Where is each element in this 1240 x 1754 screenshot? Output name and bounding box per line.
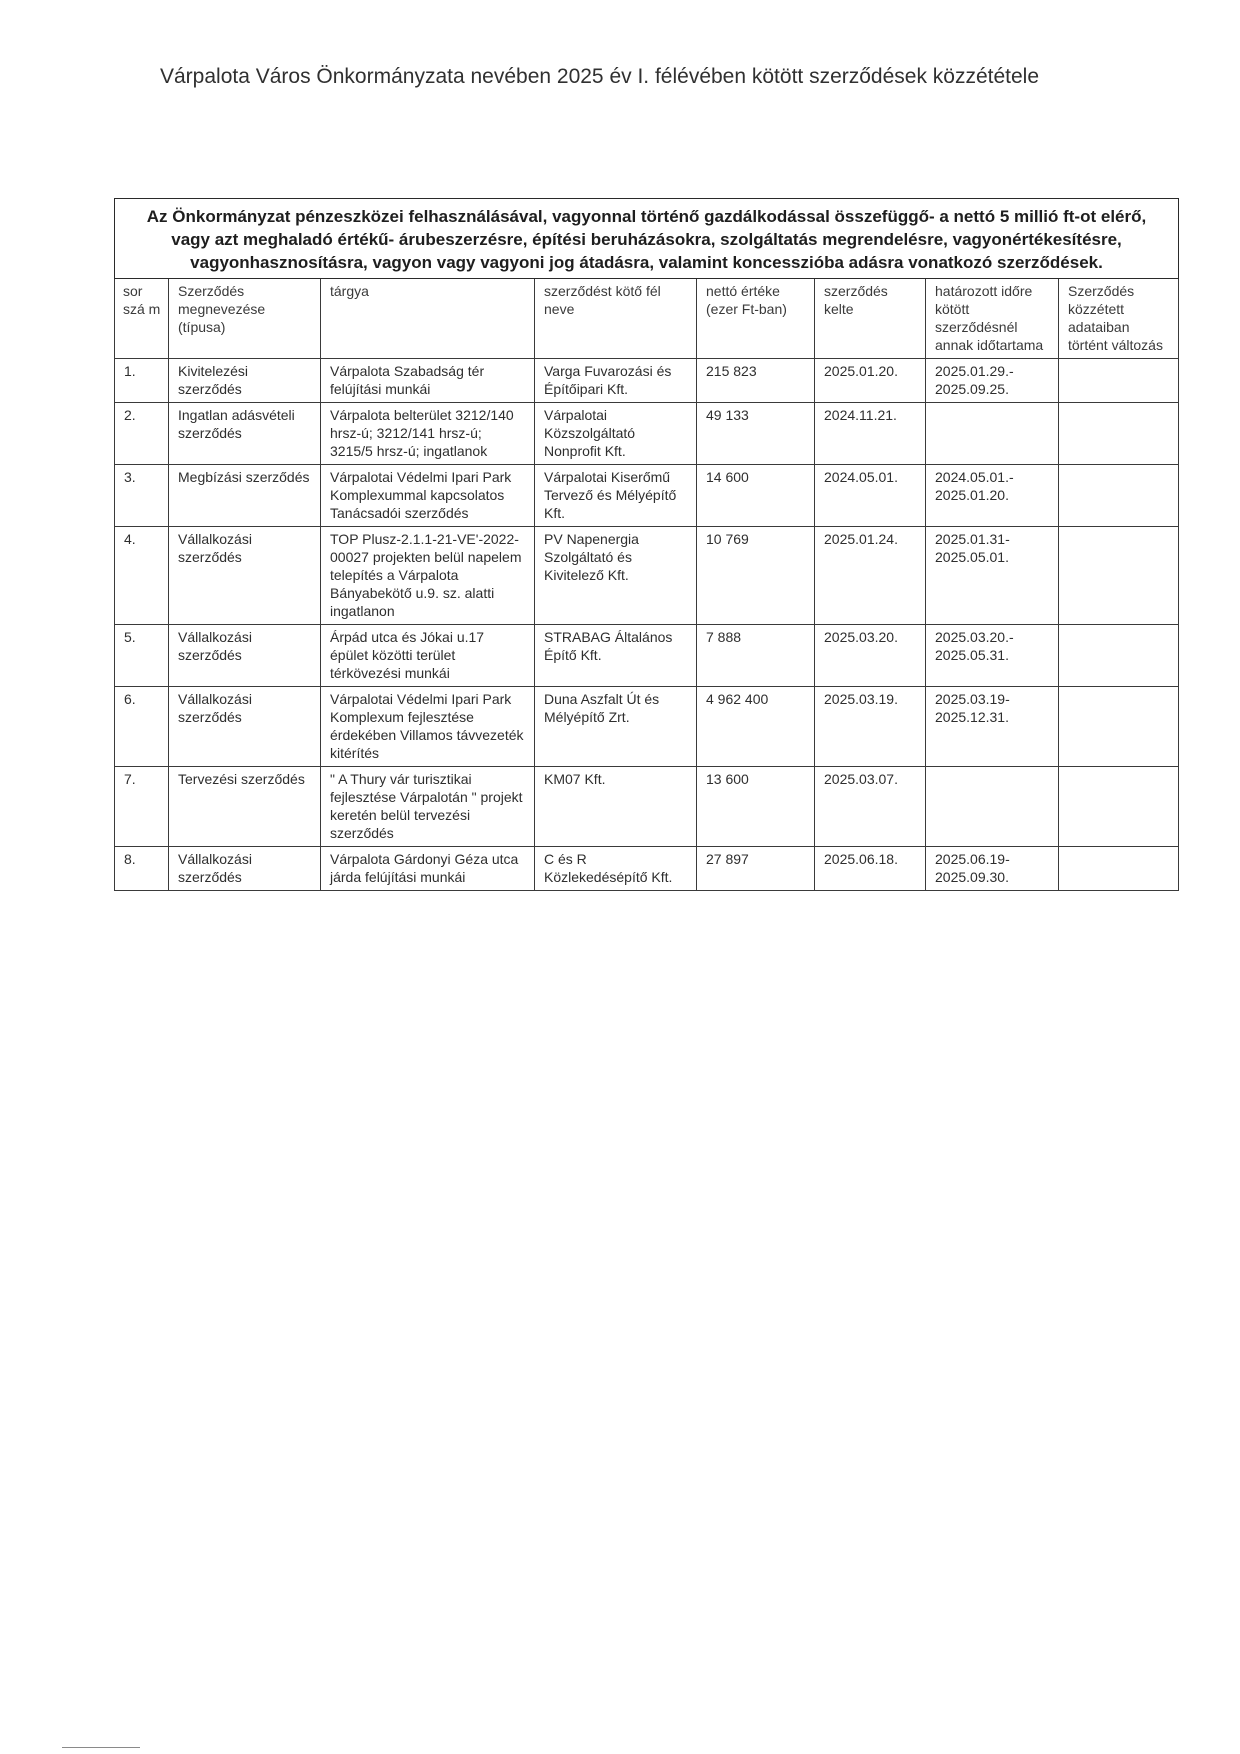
table-row: [115, 767, 1179, 847]
cell-fel: PV Napenergia Szolgáltató és Kivitelező Kft.: [535, 527, 697, 625]
cell-netto: 10 769: [697, 527, 815, 625]
table-row: [115, 403, 1179, 465]
cell-valtozas: [1059, 767, 1179, 847]
cell-netto: 27 897: [697, 847, 815, 891]
idotartam-start: 2025.06.19-: [935, 851, 1010, 867]
cell-valtozas: [1059, 527, 1179, 625]
cell-fel: KM07 Kft.: [535, 767, 697, 847]
cell-netto: 7 888: [697, 625, 815, 687]
cell-targy: Várpalota Szabadság tér felújítási munkái: [321, 359, 535, 403]
column-header-tipus: Szerződés megnevezése (típusa): [169, 279, 321, 359]
column-header-valtozas: Szerződés közzétett adataiban történt változás: [1059, 279, 1179, 359]
cell-valtozas: [1059, 847, 1179, 891]
contracts-table: [114, 198, 1179, 891]
column-header-idotartam: határozott időre kötött szerződésnél annak időtartama: [926, 279, 1059, 359]
cell-tipus: Ingatlan adásvételi szerződés: [169, 403, 321, 465]
idotartam-start: 2025.03.20.-: [935, 629, 1014, 645]
table-row: [115, 527, 1179, 625]
cell-sorszam: 4.: [115, 527, 169, 625]
cell-sorszam: 6.: [115, 687, 169, 767]
page-title: Várpalota Város Önkormányzata nevében 2025 év I. félévében kötött szerződések közzététele: [160, 65, 1040, 88]
cell-fel: STRABAG Általános Építő Kft.: [535, 625, 697, 687]
cell-kelte: 2025.03.20.: [815, 625, 926, 687]
idotartam-end: 2025.12.31.: [935, 709, 1009, 725]
contracts-table-container: [114, 198, 1178, 891]
cell-targy: Várpalota Gárdonyi Géza utca járda felújítási munkái: [321, 847, 535, 891]
table-row: [115, 687, 1179, 767]
idotartam-end: 2025.05.01.: [935, 549, 1009, 565]
cell-fel: Varga Fuvarozási és Építőipari Kft.: [535, 359, 697, 403]
cell-sorszam: 3.: [115, 465, 169, 527]
cell-netto: 14 600: [697, 465, 815, 527]
idotartam-start: 2025.03.19-: [935, 691, 1010, 707]
cell-idotartam: [926, 767, 1059, 847]
idotartam-end: 2025.09.25.: [935, 381, 1009, 397]
table-row: [115, 359, 1179, 403]
cell-sorszam: 1.: [115, 359, 169, 403]
cell-sorszam: 2.: [115, 403, 169, 465]
cell-tipus: Tervezési szerződés: [169, 767, 321, 847]
idotartam-start: 2025.01.29.-: [935, 363, 1014, 379]
idotartam-end: 2025.05.31.: [935, 647, 1009, 663]
column-header-kelte: szerződés kelte: [815, 279, 926, 359]
cell-netto: 4 962 400: [697, 687, 815, 767]
table-row: [115, 625, 1179, 687]
cell-kelte: 2025.03.19.: [815, 687, 926, 767]
table-row: [115, 847, 1179, 891]
cell-tipus: Vállalkozási szerződés: [169, 527, 321, 625]
cell-targy: Várpalotai Védelmi Ipari Park Komplexummal kapcsolatos Tanácsadói szerződés: [321, 465, 535, 527]
idotartam-start: 2024.05.01.-: [935, 469, 1014, 485]
cell-idotartam: [926, 403, 1059, 465]
cell-targy: Várpalotai Védelmi Ipari Park Komplexum fejlesztése érdekében Villamos távvezeték kitérítés: [321, 687, 535, 767]
column-header-row: [115, 279, 1179, 359]
cell-valtozas: [1059, 687, 1179, 767]
cell-sorszam: 7.: [115, 767, 169, 847]
cell-idotartam: [926, 625, 1059, 687]
cell-idotartam: [926, 687, 1059, 767]
column-header-fel: szerződést kötő fél neve: [535, 279, 697, 359]
cell-sorszam: 5.: [115, 625, 169, 687]
cell-kelte: 2024.05.01.: [815, 465, 926, 527]
idotartam-end: 2025.01.20.: [935, 487, 1009, 503]
caption-row: [115, 199, 1179, 279]
cell-targy: TOP Plusz-2.1.1-21-VE'-2022-00027 projekten belül napelem telepítés a Várpalota Bányabekötő u.9. sz. alatti ingatlanon: [321, 527, 535, 625]
cell-targy: Árpád utca és Jókai u.17 épület közötti terület térkövezési munkái: [321, 625, 535, 687]
cell-idotartam: [926, 527, 1059, 625]
column-header-sorszam: sor szá m: [115, 279, 169, 359]
cell-sorszam: 8.: [115, 847, 169, 891]
cell-kelte: 2024.11.21.: [815, 403, 926, 465]
scan-edge-line: [62, 1747, 140, 1748]
cell-tipus: Vállalkozási szerződés: [169, 847, 321, 891]
table-row: [115, 465, 1179, 527]
cell-netto: 215 823: [697, 359, 815, 403]
column-header-targy: tárgya: [321, 279, 535, 359]
cell-tipus: Kivitelezési szerződés: [169, 359, 321, 403]
cell-fel: C és R Közlekedésépítő Kft.: [535, 847, 697, 891]
cell-valtozas: [1059, 625, 1179, 687]
cell-tipus: Vállalkozási szerződés: [169, 687, 321, 767]
column-header-netto: nettó értéke (ezer Ft-ban): [697, 279, 815, 359]
cell-fel: Várpalotai Közszolgáltató Nonprofit Kft.: [535, 403, 697, 465]
cell-netto: 13 600: [697, 767, 815, 847]
cell-netto: 49 133: [697, 403, 815, 465]
cell-idotartam: [926, 847, 1059, 891]
cell-targy: " A Thury vár turisztikai fejlesztése Várpalotán " projekt keretén belül tervezési szerződés: [321, 767, 535, 847]
cell-kelte: 2025.06.18.: [815, 847, 926, 891]
cell-idotartam: [926, 359, 1059, 403]
cell-valtozas: [1059, 465, 1179, 527]
cell-fel: Duna Aszfalt Út és Mélyépítő Zrt.: [535, 687, 697, 767]
cell-valtozas: [1059, 359, 1179, 403]
cell-kelte: 2025.03.07.: [815, 767, 926, 847]
cell-tipus: Megbízási szerződés: [169, 465, 321, 527]
cell-tipus: Vállalkozási szerződés: [169, 625, 321, 687]
cell-targy: Várpalota belterület 3212/140 hrsz-ú; 3212/141 hrsz-ú; 3215/5 hrsz-ú; ingatlanok: [321, 403, 535, 465]
idotartam-start: 2025.01.31-: [935, 531, 1010, 547]
cell-idotartam: [926, 465, 1059, 527]
idotartam-end: 2025.09.30.: [935, 869, 1009, 885]
cell-fel: Várpalotai Kiserőmű Tervező és Mélyépítő Kft.: [535, 465, 697, 527]
cell-kelte: 2025.01.20.: [815, 359, 926, 403]
table-caption: Az Önkormányzat pénzeszközei felhasználásával, vagyonnal történő gazdálkodással összefüggő- a nettó 5 millió ft-ot elérő, vagy azt meghaladó értékű- árubeszerzésre, építési beruházásokra, szolgáltatás megrendelésre, vagyonértékesítésre, vagyonhasznosításra, vagyon vagy vagyoni jog átadásra, valamint koncesszióba adásra vonatkozó szerződések.: [115, 199, 1179, 279]
cell-valtozas: [1059, 403, 1179, 465]
cell-kelte: 2025.01.24.: [815, 527, 926, 625]
